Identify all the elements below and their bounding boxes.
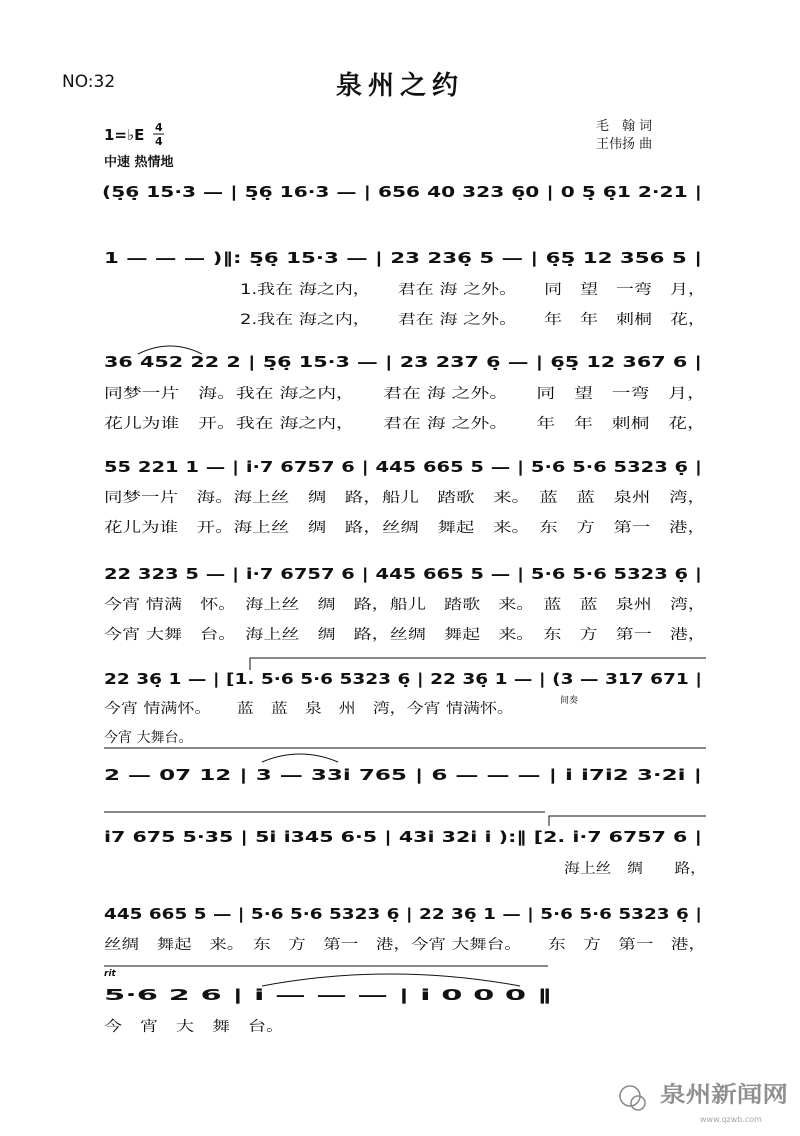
lyricist-credit: 毛 翰 词 xyxy=(596,119,653,134)
notation-line: 36 452 22 2 | 5̣6̣ 15·3 — | 23 237 6̣ — | 6̣5̣ 12 367 6 | xyxy=(104,353,538,371)
notation-line: 1 — — — )‖: 5̣6̣ 15·3 — | 23 236̣ 5 — | 6̣5̣ 12 356 5 | xyxy=(104,249,525,267)
volta-bracket xyxy=(250,658,706,670)
score-system-9 xyxy=(104,905,706,953)
score-system-7 xyxy=(104,748,706,785)
score-system-2 xyxy=(104,249,706,328)
slur-mark xyxy=(262,754,338,762)
score-system-4 xyxy=(104,458,706,536)
ritardando-marking: rit xyxy=(104,969,116,979)
interlude-annotation: 间奏 xyxy=(560,696,579,706)
score-title: 泉州之约 xyxy=(335,71,465,101)
lyric-line: 丝绸 舞起 来。 东 方 第一 港，今宵 大舞台。 东 方 第一 港， xyxy=(104,937,585,953)
notation-line: (5̣6̣ 15·3 — | 5̣6̣ 16·3 — | 656 40 323 6̣0 | 0 5̣ 6̣1 2·21 | xyxy=(102,183,549,201)
tempo-marking: 中速 热情地 xyxy=(104,155,174,170)
watermark-text: 泉州新闻网 xyxy=(660,1083,771,1108)
lyric-line: 1.我在 海之内， 君在 海 之外。 同 望 一弯 月， xyxy=(240,282,603,298)
lyric-line: 海上丝 绸 路， xyxy=(564,861,706,877)
lyric-line: 同梦一片 海。我在 海之内， 君在 海 之外。 同 望 一弯 月， xyxy=(104,386,552,402)
watermark-subtext: www.qzwb.com xyxy=(700,1115,762,1124)
watermark-logo xyxy=(620,1082,788,1124)
time-signature-bottom: 4 xyxy=(155,135,163,148)
composer-credit: 王伟扬 曲 xyxy=(596,137,653,152)
notation-line: 2 — 07 12 | 3 — 33i 765 | 6 — — — | i i7i2 3·2i | xyxy=(104,766,494,784)
lyric-line: 花儿为谁 开。海上丝 绸 路，丝绸 舞起 来。 东 方 第一 港， xyxy=(104,520,559,536)
lyric-line: 今宵 大舞台。 xyxy=(104,730,193,746)
score-system-3 xyxy=(104,346,706,432)
score-system-6 xyxy=(104,658,706,746)
lyric-line: 今宵 大舞 台。 海上丝 绸 路，丝绸 舞起 来。 东 方 第一 港， xyxy=(104,627,571,643)
lyric-line: 2.我在 海之内， 君在 海 之外。 年 年 刺桐 花， xyxy=(240,312,603,328)
score-number: NO:32 xyxy=(62,72,116,92)
time-signature-top: 4 xyxy=(155,121,163,134)
score-system-8 xyxy=(104,812,706,877)
slur-mark xyxy=(262,974,520,986)
lyric-line: 今宵 情满怀。 蓝 蓝 泉 州 湾，今宵 情满怀。 xyxy=(104,701,442,717)
score-system-1 xyxy=(102,183,702,202)
notation-line: 55 221 1 — | i·7 6757 6 | 445 665 5 — | 5·6 5·6 5323 6̣ | xyxy=(104,458,565,476)
score-system-10 xyxy=(104,966,552,1035)
lyric-line: 同梦一片 海。海上丝 绸 路，船儿 踏歌 来。 蓝 蓝 泉州 湾， xyxy=(104,490,559,506)
notation-line: 5·6 2 6 | i — — — | i 0 0 0 ‖ xyxy=(104,986,325,1004)
notation-line: 22 36̣ 1 — | [1. 5·6 5·6 5323 6̣ | 22 36̣ 1 — | (3 — 317 671 | xyxy=(104,670,588,688)
notation-line: 22 323 5 — | i·7 6757 6 | 445 665 5 — | 5·6 5·6 5323 6̣ | xyxy=(104,565,565,583)
lyric-line: 今 宵 大 舞 台。 xyxy=(104,1019,244,1035)
notation-line: 445 665 5 — | 5·6 5·6 5323 6̣ | 22 36̣ 1 — | 5·6 5·6 5323 6̣ | xyxy=(104,905,592,923)
score-system-5 xyxy=(104,565,706,643)
volta-bracket xyxy=(549,816,706,826)
lyric-line: 今宵 情满 怀。 海上丝 绸 路，船儿 踏歌 来。 蓝 蓝 泉州 湾， xyxy=(104,597,571,613)
key-signature: 1=♭E xyxy=(104,126,145,144)
notation-line: i7 675 5·35 | 5i i345 6·5 | 43i 32i i ):‖ [2. i·7 6757 6 | xyxy=(104,828,541,846)
lyric-line: 花儿为谁 开。我在 海之内， 君在 海 之外。 年 年 刺桐 花， xyxy=(104,416,552,432)
